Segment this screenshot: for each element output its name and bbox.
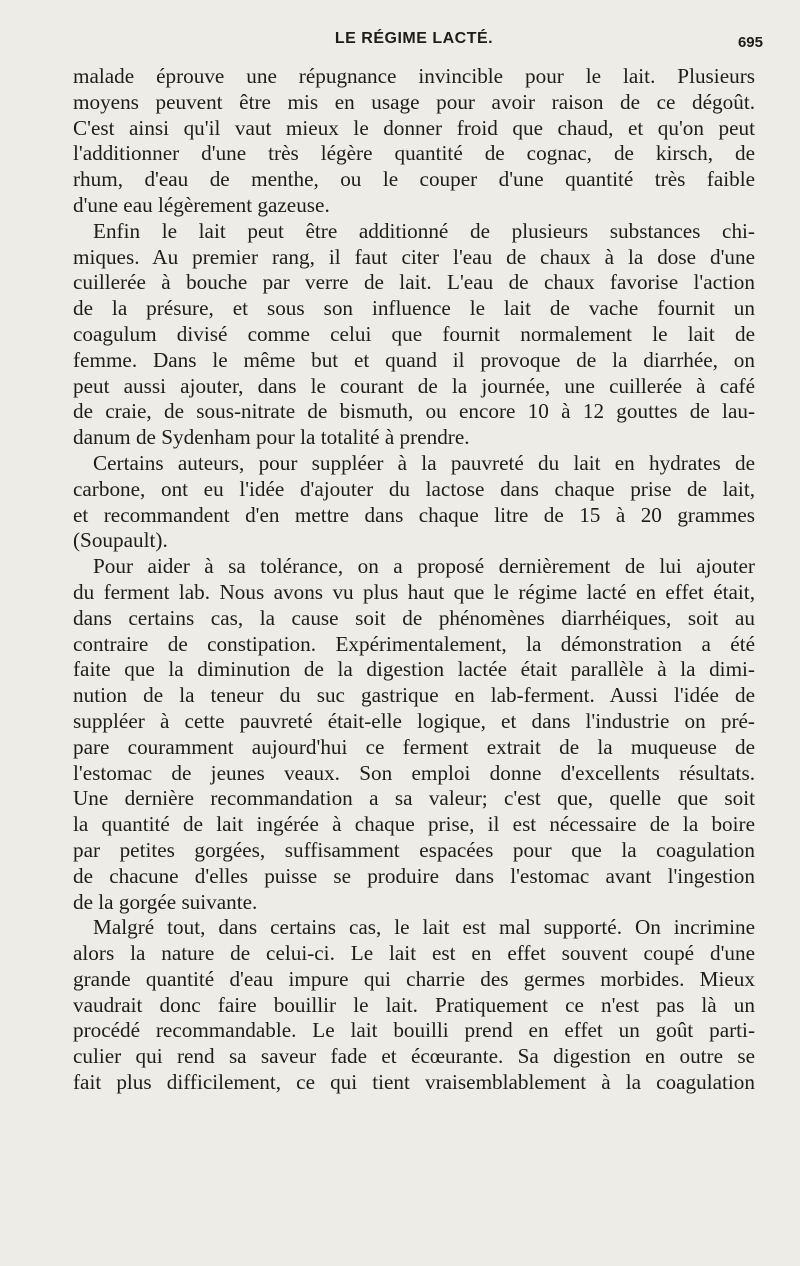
text-line: coagulum divisé comme celui que fournit normalement le lait de [73, 321, 755, 346]
text-line: pare couramment aujourd'hui ce ferment extrait de la muqueuse de [73, 734, 755, 759]
text-line: par petites gorgées, suffisamment espacées pour que la coagulation [73, 837, 755, 862]
text-line: l'estomac de jeunes veaux. Son emploi donne d'excellents résultats. [73, 760, 755, 785]
text-line: Enfin le lait peut être additionné de plusieurs substances chi- [93, 218, 755, 243]
text-line: d'une eau légèrement gazeuse. [73, 192, 330, 217]
text-line: carbone, ont eu l'idée d'ajouter du lactose dans chaque prise de lait, [73, 476, 755, 501]
text-line: du ferment lab. Nous avons vu plus haut que le régime lacté en effet était, [73, 579, 755, 604]
text-line: l'additionner d'une très légère quantité de cognac, de kirsch, de [73, 141, 755, 166]
text-line: culier qui rend sa saveur fade et écœurante. Sa digestion en outre se [73, 1044, 755, 1069]
text-line: Certains auteurs, pour suppléer à la pauvreté du lait en hydrates de [93, 450, 755, 475]
body-text [73, 64, 755, 1096]
text-line: peut aussi ajouter, dans le courant de la journée, une cuillerée à café [73, 373, 755, 398]
text-line: moyens peuvent être mis en usage pour avoir raison de ce dégoût. [73, 89, 755, 114]
text-line: de la gorgée suivante. [73, 889, 258, 914]
text-line: nution de la teneur du suc gastrique en lab-ferment. Aussi l'idée de [73, 683, 755, 708]
page-header [73, 26, 763, 56]
text-line: (Soupault). [73, 528, 168, 553]
text-line: de chacune d'elles puisse se produire dans l'estomac avant l'ingestion [73, 863, 755, 888]
text-line: miques. Au premier rang, il faut citer l'eau de chaux à la dose d'une [73, 244, 755, 269]
text-line: procédé recommandable. Le lait bouilli prend en effet un goût parti- [73, 1018, 755, 1043]
page-number: 695 [737, 34, 763, 51]
text-line: rhum, d'eau de menthe, ou le couper d'une quantité très faible [73, 167, 755, 192]
text-line: danum de Sydenham pour la totalité à prendre. [73, 425, 470, 450]
text-line: Une dernière recommandation a sa valeur; c'est que, quelle que soit [73, 786, 755, 811]
text-line: de craie, de sous-nitrate de bismuth, ou encore 10 à 12 gouttes de lau- [73, 399, 755, 424]
text-line: suppléer à cette pauvreté était-elle logique, et dans l'industrie on pré- [73, 708, 755, 733]
text-line: la quantité de lait ingérée à chaque prise, il est nécessaire de la boire [73, 812, 755, 837]
text-line: cuillerée à bouche par verre de lait. L'eau de chaux favorise l'action [73, 270, 755, 295]
running-title: LE RÉGIME LACTÉ. [334, 30, 494, 47]
text-line: fait plus difficilement, ce qui tient vraisemblablement à la coagulation [73, 1070, 755, 1095]
text-line: malade éprouve une répugnance invincible pour le lait. Plusieurs [73, 64, 755, 88]
text-line: grande quantité d'eau impure qui charrie des germes morbides. Mieux [73, 966, 755, 991]
text-line: de la présure, et sous son influence le lait de vache fournit un [73, 296, 755, 321]
text-line: vaudrait donc faire bouillir le lait. Pratiquement ce n'est pas là un [73, 992, 755, 1017]
text-line: faite que la diminution de la digestion lactée était parallèle à la dimi- [73, 657, 755, 682]
text-line: contraire de constipation. Expérimentalement, la démonstration a été [73, 631, 755, 656]
text-line: femme. Dans le même but et quand il provoque de la diarrhée, on [73, 347, 755, 372]
text-line: Pour aider à sa tolérance, on a proposé dernièrement de lui ajouter [93, 554, 755, 579]
text-line: C'est ainsi qu'il vaut mieux le donner froid que chaud, et qu'on peut [73, 115, 755, 140]
text-line: dans certains cas, la cause soit de phénomènes diarrhéiques, soit au [73, 605, 755, 630]
text-line: alors la nature de celui-ci. Le lait est en effet souvent coupé d'une [73, 941, 755, 966]
text-line: et recommandent d'en mettre dans chaque litre de 15 à 20 grammes [73, 502, 755, 527]
text-line: Malgré tout, dans certains cas, le lait est mal supporté. On incrimine [93, 915, 755, 940]
